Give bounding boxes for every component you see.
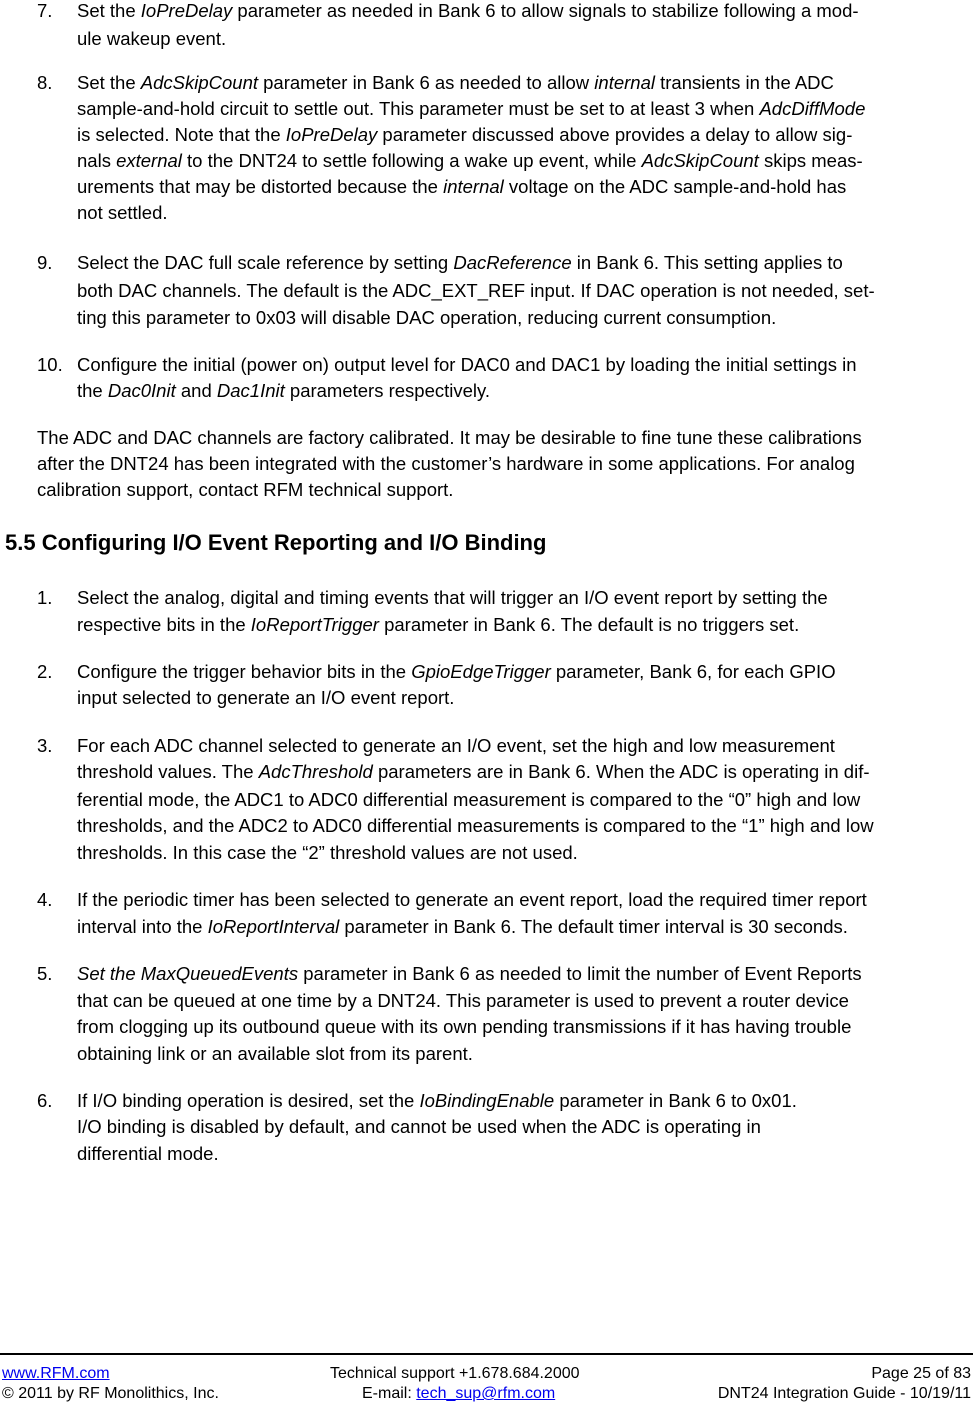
list-number: 7. — [37, 0, 53, 21]
body-paragraph-line: after the DNT24 has been integrated with the customer’s hardware in some applications. For analog — [37, 453, 855, 474]
footer-divider — [0, 1353, 973, 1355]
list-item-10-line: Configure the initial (power on) output level for DAC0 and DAC1 by loading the initial settings in — [77, 354, 857, 375]
list-item-3-line: threshold values. The AdcThreshold parameters are in Bank 6. When the ADC is operating in dif- — [77, 761, 870, 782]
list-item-5-line: obtaining link or an available slot from its parent. — [77, 1043, 473, 1064]
list-item-6-line: I/O binding is disabled by default, and cannot be used when the ADC is operating in — [77, 1116, 761, 1137]
list-item-10-line: the Dac0Init and Dac1Init parameters respectively. — [77, 380, 491, 401]
list-item-7-line: Set the IoPreDelay parameter as needed in Bank 6 to allow signals to stabilize following a mod- — [77, 0, 859, 21]
list-number: 6. — [37, 1090, 53, 1111]
list-item-8-line: urements that may be distorted because the internal voltage on the ADC sample-and-hold has — [77, 176, 847, 197]
list-item-9-line: both DAC channels. The default is the ADC_EXT_REF input. If DAC operation is not needed, set- — [77, 280, 875, 301]
list-item-5-line: from clogging up its outbound queue with its own pending transmissions if it has having trouble — [77, 1016, 852, 1037]
list-item-8-line: sample-and-hold circuit to settle out. This parameter must be set to at least 3 when AdcDiffMode — [77, 98, 866, 119]
list-item-3-line: thresholds. In this case the “2” threshold values are not used. — [77, 842, 578, 863]
list-item-5-line: Set the MaxQueuedEvents parameter in Bank 6 as needed to limit the number of Event Reports — [77, 963, 862, 984]
list-number: 10. — [37, 354, 63, 375]
list-item-5-line: that can be queued at one time by a DNT24. This parameter is used to prevent a router device — [77, 990, 849, 1011]
page-number: Page 25 of 83 — [871, 1365, 971, 1382]
copyright: © 2011 by RF Monolithics, Inc. — [2, 1385, 219, 1402]
website-link[interactable]: www.RFM.com — [2, 1365, 110, 1382]
list-item-2-line: input selected to generate an I/O event report. — [77, 687, 455, 708]
list-item-6-line: If I/O binding operation is desired, set the IoBindingEnable parameter in Bank 6 to 0x01. — [77, 1090, 797, 1111]
support-phone: Technical support +1.678.684.2000 — [330, 1365, 580, 1382]
list-number: 3. — [37, 735, 53, 756]
body-paragraph-line: The ADC and DAC channels are factory calibrated. It may be desirable to fine tune these calibrations — [37, 427, 862, 448]
document-title: DNT24 Integration Guide - 10/19/11 — [717, 1385, 971, 1402]
list-number: 5. — [37, 963, 53, 984]
list-number: 2. — [37, 661, 53, 682]
list-item-7-line: ule wakeup event. — [77, 28, 227, 49]
body-paragraph-line: calibration support, contact RFM technical support. — [37, 479, 454, 500]
list-item-9-line: ting this parameter to 0x03 will disable DAC operation, reducing current consumption. — [77, 307, 777, 328]
list-item-8-line: not settled. — [77, 202, 168, 223]
list-item-3-line: ferential mode, the ADC1 to ADC0 differential measurement is compared to the “0” high and low — [77, 789, 861, 810]
email-link[interactable]: tech_sup@rfm.com — [416, 1385, 556, 1402]
support-email: E-mail: tech_sup@rfm.com — [362, 1385, 556, 1402]
list-item-9-line: Select the DAC full scale reference by setting DacReference in Bank 6. This setting applies to — [77, 252, 843, 273]
list-item-1-line: Select the analog, digital and timing events that will trigger an I/O event report by setting the — [77, 587, 828, 608]
list-number: 8. — [37, 72, 53, 93]
list-item-6-line: differential mode. — [77, 1143, 219, 1164]
list-item-2-line: Configure the trigger behavior bits in the GpioEdgeTrigger parameter, Bank 6, for each GPIO — [77, 661, 836, 682]
param-name: IoPreDelay — [140, 0, 233, 21]
list-item-8-line: Set the AdcSkipCount parameter in Bank 6 as needed to allow internal transients in the ADC — [77, 72, 834, 93]
section-heading: 5.5 Configuring I/O Event Reporting and I/O Binding — [5, 530, 547, 555]
list-number: 4. — [37, 889, 53, 910]
list-item-4-line: If the periodic timer has been selected to generate an event report, load the required timer report — [77, 889, 867, 910]
list-number: 9. — [37, 252, 53, 273]
list-item-3-line: For each ADC channel selected to generate an I/O event, set the high and low measurement — [77, 735, 835, 756]
list-number: 1. — [37, 587, 53, 608]
list-item-8-line: nals external to the DNT24 to settle following a wake up event, while AdcSkipCount skips meas- — [77, 150, 863, 171]
list-item-1-line: respective bits in the IoReportTrigger parameter in Bank 6. The default is no triggers set. — [77, 614, 800, 635]
list-item-4-line: interval into the IoReportInterval parameter in Bank 6. The default timer interval is 30 seconds. — [77, 916, 848, 937]
list-item-3-line: thresholds, and the ADC2 to ADC0 differential measurements is compared to the “1” high and low — [77, 815, 874, 836]
list-item-8-line: is selected. Note that the IoPreDelay parameter discussed above provides a delay to allow sig- — [77, 124, 853, 145]
